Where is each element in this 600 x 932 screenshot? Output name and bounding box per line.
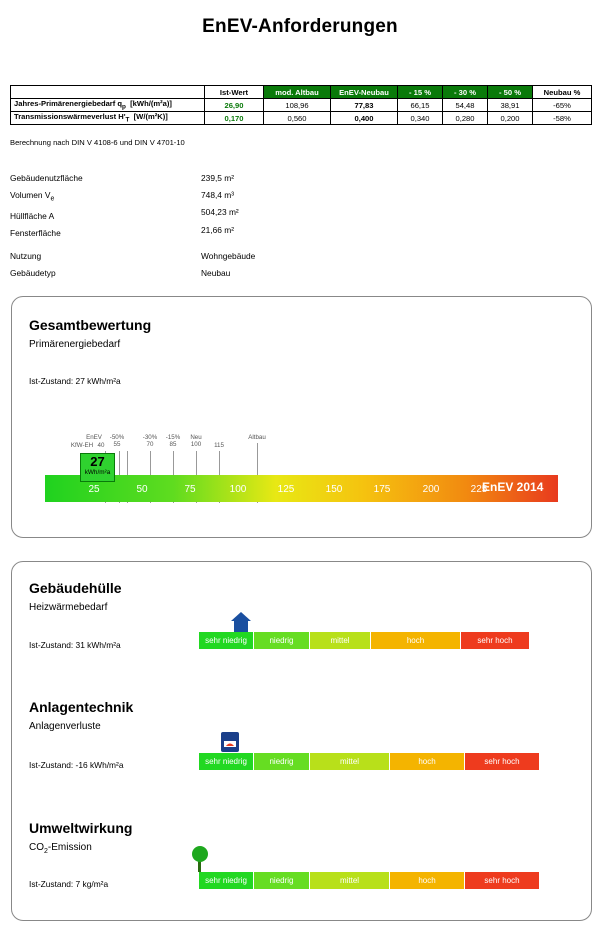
scale-segment-medium: mittel — [310, 753, 390, 770]
scale-segment-medium: mittel — [310, 632, 371, 649]
bar-tick-label: 75 — [184, 484, 196, 495]
table-cell: 38,91 — [488, 99, 533, 112]
section-subtitle — [29, 842, 92, 855]
building-label: Hüllfläche A — [10, 211, 55, 222]
ref-marker — [184, 434, 208, 448]
ref-top: -50% — [109, 434, 125, 441]
table-row-label — [11, 112, 205, 125]
calculation-note: Berechnung nach DIN V 4108-6 und DIN V 4701-10 — [10, 138, 185, 147]
co2-emission-scale — [199, 872, 539, 889]
ref-val: 40 — [97, 442, 105, 449]
ref-top: Altbau — [248, 434, 266, 441]
building-values — [201, 170, 239, 239]
usage-label: Nutzung — [10, 251, 42, 261]
usage-value: Wohngebäude — [201, 251, 256, 261]
ref-marker — [82, 434, 106, 441]
table-row — [11, 99, 592, 112]
table-header-cell: - 50 % — [488, 86, 533, 99]
table-cell: 54,48 — [443, 99, 488, 112]
ref-top: EnEV — [86, 434, 102, 441]
building-value: 504,23 m² — [201, 207, 239, 218]
section-subtitle: Anlagenverluste — [29, 721, 101, 732]
scale-segment-very-high: sehr hoch — [461, 632, 529, 649]
bar-tick-label: 150 — [325, 484, 343, 495]
row-label-sub: T — [125, 116, 130, 124]
table-header-cell: mod. Altbau — [264, 86, 331, 99]
bar-tick-label: 225 — [470, 484, 488, 495]
table-row — [11, 112, 592, 125]
table-cell: 77,83 — [331, 99, 398, 112]
requirements-table — [10, 85, 592, 125]
ref-marker — [105, 434, 129, 448]
ref-val: 55 — [113, 441, 121, 448]
table-cell: 26,90 — [205, 99, 264, 112]
table-header-row — [11, 86, 592, 99]
building-label: Fensterfläche — [10, 228, 61, 239]
table-row-label — [11, 99, 205, 112]
current-value-marker — [80, 453, 115, 482]
page-title: EnEV-Anforderungen — [202, 16, 398, 37]
table-cell: -65% — [533, 99, 592, 112]
table-cell: 66,15 — [398, 99, 443, 112]
table-cell: 0,200 — [488, 112, 533, 125]
building-label-text: Volumen V — [10, 190, 51, 201]
marker-value: 27 — [90, 454, 105, 469]
building-label: Gebäudenutzfläche — [10, 173, 83, 183]
ref-val: 100 — [190, 441, 202, 448]
section-title: Gebäudehülle — [29, 580, 122, 596]
section-title: Anlagentechnik — [29, 699, 134, 715]
table-header-cell: - 15 % — [398, 86, 443, 99]
bar-tick-label: 25 — [88, 484, 100, 495]
row-unit: [kWh/(m²a)] — [130, 99, 172, 109]
table-cell: 0,400 — [331, 112, 398, 125]
row-label-text: Jahres-Primärenergiebedarf q — [14, 99, 123, 109]
scale-segment-low: niedrig — [254, 753, 310, 770]
scale-segment-medium: mittel — [310, 872, 390, 889]
building-label-sub: e — [50, 195, 55, 203]
subtitle-text: -Emission — [47, 842, 92, 853]
scale-segment-low: niedrig — [254, 872, 310, 889]
usage-values — [201, 248, 255, 282]
bar-tick-label: 200 — [422, 484, 440, 495]
scale-segment-very-low: sehr niedrig — [199, 753, 254, 770]
table-cell: 0,560 — [264, 112, 331, 125]
building-value: 748,4 m³ — [201, 190, 235, 201]
usage-labels — [10, 248, 56, 282]
usage-value: Neubau — [201, 268, 231, 278]
scale-segment-high: hoch — [390, 872, 465, 889]
table-header-cell: Ist-Wert — [205, 86, 264, 99]
building-labels — [10, 170, 83, 242]
rating-details-panel — [11, 561, 592, 921]
building-label — [10, 187, 83, 208]
scale-segment-high: hoch — [390, 753, 465, 770]
section-title: Umweltwirkung — [29, 820, 133, 836]
panel-subtitle: Primärenergiebedarf — [29, 339, 121, 350]
tree-icon — [188, 846, 212, 872]
ref-val: 85 — [169, 441, 177, 448]
ref-val: 70 — [146, 441, 154, 448]
table-cell: 108,96 — [264, 99, 331, 112]
ref-marker — [245, 434, 269, 441]
row-label-sub: p — [122, 103, 126, 111]
ref-marker — [207, 442, 231, 449]
panel-title: Gesamtbewertung — [29, 317, 152, 333]
marker-unit: kWh/m²a — [84, 469, 111, 476]
scale-segment-very-high: sehr hoch — [465, 753, 539, 770]
bar-tick-label: 50 — [136, 484, 148, 495]
ref-marker — [161, 434, 185, 448]
ref-val: 115 — [214, 442, 224, 449]
subtitle-text: CO — [29, 842, 44, 853]
scale-segment-very-low: sehr niedrig — [199, 872, 254, 889]
current-state: Ist-Zustand: -16 kWh/m²a — [29, 760, 124, 770]
ref-marker — [138, 434, 162, 448]
scale-segment-low: niedrig — [254, 632, 310, 649]
current-state: Ist-Zustand: 7 kg/m²a — [29, 879, 109, 889]
scale-segment-high: hoch — [371, 632, 461, 649]
bar-tick-label: 175 — [373, 484, 391, 495]
boiler-icon — [221, 732, 239, 752]
current-state: Ist-Zustand: 31 kWh/m²a — [29, 640, 121, 650]
heat-demand-scale — [199, 632, 529, 649]
row-label-text: Transmissionswärmeverlust H' — [14, 112, 126, 122]
current-state: Ist-Zustand: 27 kWh/m²a — [29, 376, 121, 386]
bar-tick-label: 100 — [229, 484, 247, 495]
ref-top: Neu — [190, 434, 202, 441]
bar-label: EnEV 2014 — [482, 480, 544, 494]
table-cell: 0,170 — [205, 112, 264, 125]
table-cell: 0,280 — [443, 112, 488, 125]
table-header-cell — [11, 86, 205, 99]
ref-top: -15% — [165, 434, 181, 441]
usage-label: Gebäudetyp — [10, 268, 56, 278]
table-cell: 0,340 — [398, 112, 443, 125]
subtitle-sub: 2 — [44, 848, 48, 855]
building-value: 239,5 m² — [201, 173, 235, 183]
table-header-cell: EnEV-Neubau — [331, 86, 398, 99]
ref-top: -30% — [142, 434, 158, 441]
section-subtitle: Heizwärmebedarf — [29, 602, 108, 613]
row-unit: [W/(m²K)] — [133, 112, 168, 122]
house-icon — [230, 611, 252, 633]
table-header-cell: - 30 % — [443, 86, 488, 99]
ref-marker — [82, 442, 106, 449]
table-cell: -58% — [533, 112, 592, 125]
scale-segment-very-high: sehr hoch — [465, 872, 539, 889]
system-losses-scale — [199, 753, 539, 770]
overall-rating-panel — [11, 296, 592, 538]
table-header-cell: Neubau % — [533, 86, 592, 99]
building-value: 21,66 m² — [201, 224, 235, 235]
scale-segment-very-low: sehr niedrig — [199, 632, 254, 649]
ref-mid: KfW-EH — [70, 442, 94, 449]
bar-tick-label: 125 — [277, 484, 295, 495]
